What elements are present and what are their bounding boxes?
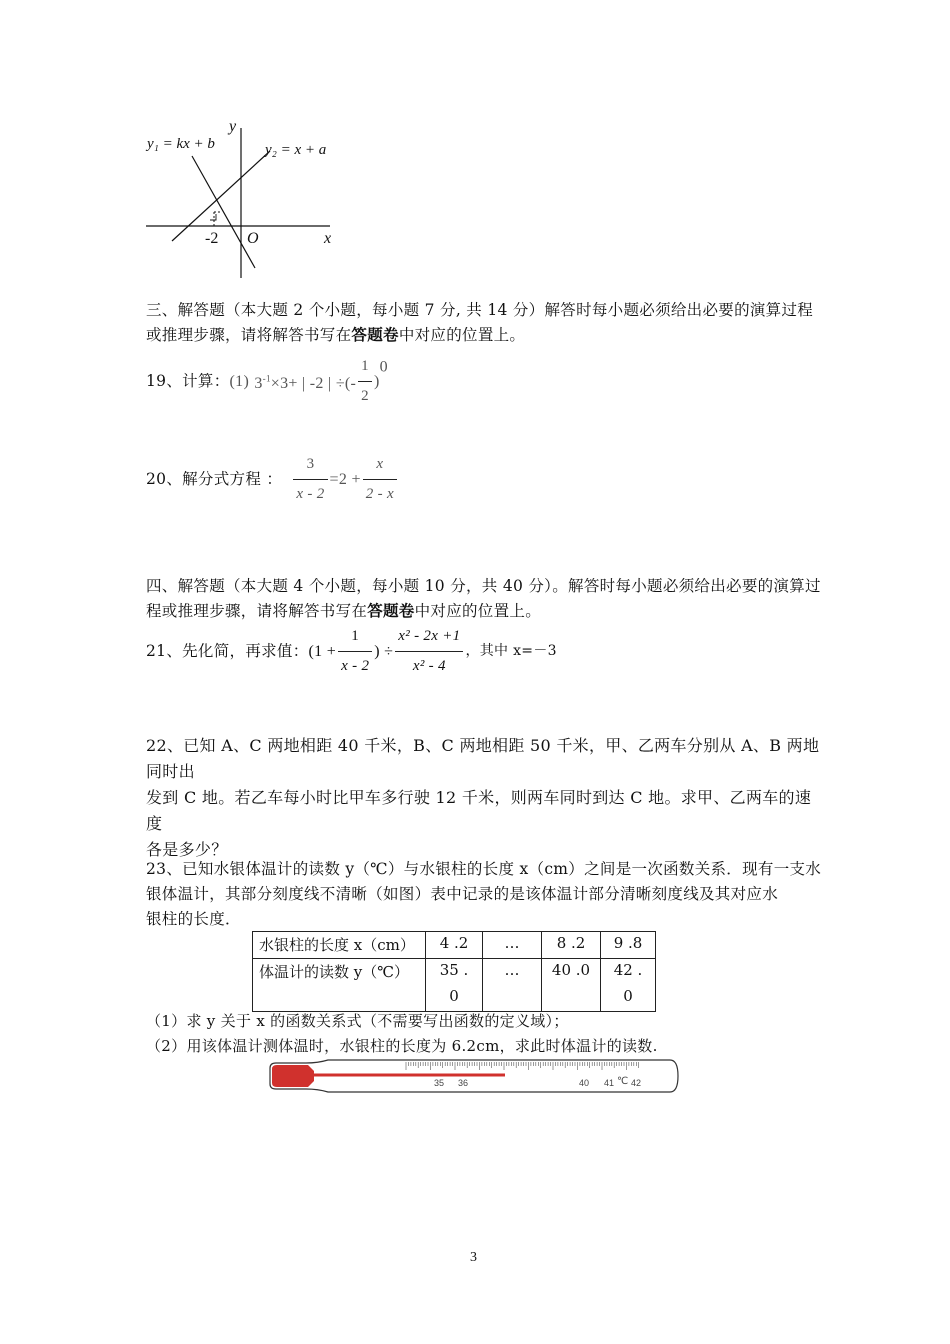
section3-heading bbox=[146, 298, 826, 348]
question-20: 20、解分式方程 ： $\frac{3}{x - 2}$ =2 + $\frac{x}{2 - x}$ bbox=[146, 452, 546, 507]
answer-sheet-emphasis: 答题卷 bbox=[351, 326, 399, 344]
section4-line1: 四、解答题（本大题 4 个小题，每小题 10 分，共 40 分）。解答时每小题必须给出必要的演算过 bbox=[146, 577, 821, 595]
section3-line2: 或推理步骤，请将解答书写在答题卷中对应的位置上。 bbox=[146, 326, 526, 344]
table-row: 体温计的读数 y（℃） 35 . … 40 .0 42 . bbox=[253, 959, 656, 986]
table-row: 水银柱的长度 x（cm） 4 .2 … 8 .2 9 .8 bbox=[253, 932, 656, 959]
scale-label-35: 35 bbox=[434, 1078, 445, 1088]
mercury-bulb bbox=[272, 1065, 314, 1087]
section3-line1: 三、解答题（本大题 2 个小题，每小题 7 分, 共 14 分）解答时每小题必须给出必要的演算过程 bbox=[146, 301, 814, 319]
scale-label-40: 40 bbox=[579, 1078, 590, 1088]
scale-label-42: 42 bbox=[631, 1078, 642, 1088]
right-angle-mark bbox=[210, 214, 216, 220]
question-21: 21、先化简，再求值：(1 + $\frac{1}{x - 2}$ ) ÷ $\frac{\text{x² - 2x +1}}{\text{x² - 4}}$ ，其中 x=－3 bbox=[146, 624, 646, 679]
tick-label: -2 bbox=[205, 230, 219, 247]
line-y2 bbox=[172, 151, 270, 241]
page-number: 3 bbox=[470, 1250, 477, 1265]
data-table bbox=[252, 931, 656, 1012]
section4-line2: 程或推理步骤，请将解答书写在答题卷中对应的位置上。 bbox=[146, 602, 542, 620]
question-22: 22、已知 A、C 两地相距 40 千米，B、C 两地相距 50 千米，甲、乙两车分别从 A、B 两地同时出 发到 C 地。若乙车每小时比甲车多行驶 12 千米，则两车同时到达 C 地。求甲、乙两车的速度 各是多少？ bbox=[146, 736, 820, 859]
x-axis-label: x bbox=[324, 230, 332, 247]
y2-label: y₂ = x + a bbox=[265, 142, 327, 158]
answer-sheet-emphasis: 答题卷 bbox=[367, 602, 415, 620]
y-axis-label: y bbox=[229, 118, 237, 135]
origin-label: O bbox=[247, 230, 259, 247]
section4-heading bbox=[146, 574, 826, 624]
table-row: 0 0 bbox=[253, 985, 656, 1012]
question-23-parts: （1）求 y 关于 x 的函数关系式（不需要写出函数的定义域）； （2）用该体温计测体温时，水银柱的长度为 6.2cm，求此时体温计的读数. bbox=[146, 1012, 658, 1055]
scale-label-41: 41 bbox=[604, 1078, 615, 1088]
question-19: 19、计算：(1) $3^{-1}\times 3+$ | -2 | ÷(- $\frac{1}{2}$ )$^0$ bbox=[146, 354, 546, 409]
y1-label: y₁ = kx + b bbox=[147, 136, 215, 152]
celsius-symbol: ℃ bbox=[617, 1076, 629, 1087]
scale-label-36: 36 bbox=[458, 1078, 469, 1088]
question-23: 23、已知水银体温计的读数 y（℃）与水银柱的长度 x（cm）之间是一次函数关系．现有一支水 银体温计，其部分刻度线不清晰（如图）表中记录的是该体温计部分清晰刻度线及其对应水 银柱的长度． bbox=[146, 860, 822, 928]
mercury-column bbox=[312, 1074, 505, 1077]
